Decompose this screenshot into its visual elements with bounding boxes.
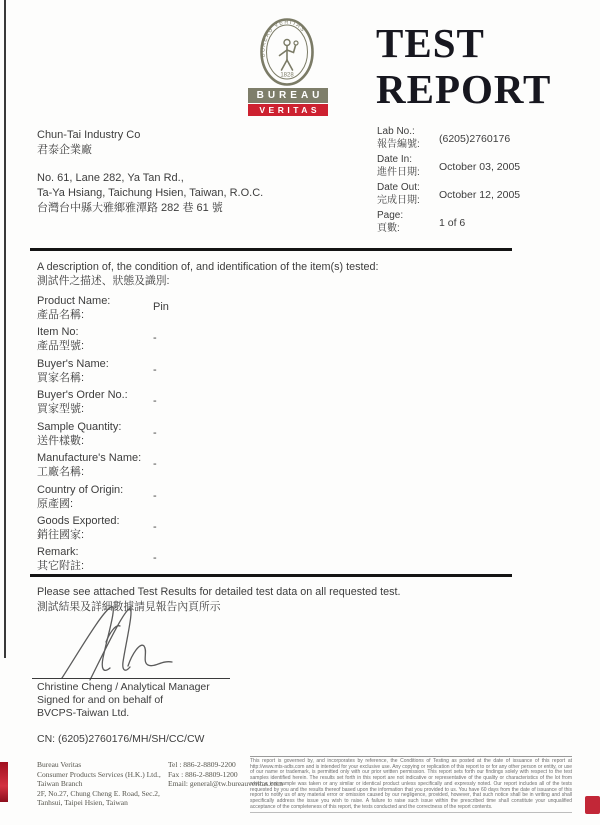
field-row-buyers-order-no [37, 389, 457, 417]
signed-company: BVCPS-Taiwan Ltd. [37, 707, 130, 719]
meta-row-lab-no [377, 126, 582, 154]
seal-icon [259, 17, 315, 87]
meta-value-lab-no: (6205)2760176 [439, 133, 511, 145]
signed-for-line: Signed for and on behalf of [37, 694, 164, 706]
meta-label-en: Lab No.: [377, 126, 415, 137]
meta-label-zh: 進件日期: [377, 166, 420, 178]
footer-email: Email: general@tw.bureauveritas.com [168, 779, 283, 789]
field-value: Pin [153, 301, 169, 313]
signer-name-title: Christine Cheng / Analytical Manager [37, 681, 210, 693]
bureau-veritas-seal-logo [259, 17, 315, 92]
red-scan-artifact-bottom-right [585, 796, 600, 814]
field-value: - [153, 552, 157, 564]
recipient-company-en: Chun-Tai Industry Co [37, 129, 141, 141]
meta-label-zh: 報告編號: [377, 138, 420, 150]
header-divider-rule [30, 248, 512, 251]
field-value: - [153, 458, 157, 470]
field-label-zh: 買家名稱: [37, 371, 85, 384]
description-heading-zh: 測試件之描述、狀態及識別: [37, 275, 170, 287]
field-value: - [153, 490, 157, 502]
field-label-zh: 送件樣數: [37, 434, 85, 447]
meta-value-date-in: October 03, 2005 [439, 161, 521, 173]
field-row-product-name [37, 295, 457, 323]
footer-tel: Tel : 886-2-8809-2200 [168, 760, 236, 769]
field-label-en: Buyer's Name: [37, 358, 109, 370]
field-row-manufactures-name [37, 452, 457, 480]
description-heading-en: A description of, the condition of, and identification of the item(s) tested: [37, 261, 379, 273]
field-row-buyers-name [37, 358, 457, 386]
footer-company-line: 2F, No.27, Chung Cheng E. Road, Sec.2, [37, 788, 160, 798]
field-row-item-no [37, 326, 457, 354]
meta-label-en: Page: [377, 210, 404, 221]
seal-text: BUREAU VERITAS [260, 19, 307, 58]
seal-year: 1828 [280, 72, 294, 79]
field-label-zh: 工廠名稱: [37, 465, 85, 478]
meta-row-date-in [377, 154, 582, 182]
recipient-address-line1: No. 61, Lane 282, Ya Tan Rd., [37, 172, 184, 184]
signature-line [32, 678, 230, 679]
meta-row-date-out [377, 182, 582, 210]
field-row-country-of-origin [37, 484, 457, 512]
meta-row-page [377, 210, 582, 238]
footer-company-address [37, 760, 161, 808]
field-label-zh: 原產國: [37, 497, 74, 510]
field-label-en: Sample Quantity: [37, 421, 122, 433]
recipient-block [37, 128, 263, 216]
body-divider-rule [30, 574, 512, 577]
field-label-en: Buyer's Order No.: [37, 389, 128, 401]
signature-handwriting [50, 602, 230, 682]
field-value: - [153, 395, 157, 407]
field-label-zh: 產品型號: [37, 339, 85, 352]
logo-bureau-box: BUREAU [248, 88, 328, 103]
recipient-company-zh: 君泰企業廠 [37, 144, 92, 156]
field-label-zh: 銷往國家: [37, 528, 85, 541]
logo-veritas-box: VERITAS [248, 104, 328, 116]
meta-label-zh: 完成日期: [377, 194, 420, 206]
field-row-sample-quantity [37, 421, 457, 449]
description-heading [37, 260, 379, 288]
field-row-remark [37, 546, 457, 574]
footer-company-line: Tanhsui, Taipei Hsien, Taiwan [37, 798, 128, 808]
meta-label-zh: 頁數: [377, 222, 400, 234]
footer-legal-disclaimer: This report is governed by, and incorporates by reference, the Conditions of Testing as posted at the date of issuance of this report at http://www.mts-adts.com and is intended for your exclusive use. Any copying or replication of this report to or for any other person or entity, or use of our name or trademark, is permitted only with our prior written permission. This report sets forth our findings solely with respect to the test samples identified herein. The results set forth in this report are not indicative or representative of the quality or characteristics of the lot from which a test sample was taken or any similar or identical product unless specifically and expressly noted. Our report includes all of the tests requested by you and the results thereof based upon the information that you provided to us. You have 60 days from the date of issuance of this report to notify us of any material error or omission caused by our negligence, provided, however, that such notice shall be in writing and shall specifically address the issue you wish to raise. A failure to raise such issue within the prescribed time shall constitute your unqualified acceptance of the completeness of this report, the tests conducted and the correctness of the report contents. [250, 756, 572, 813]
svg-text:BUREAU VERITAS [260, 20, 306, 58]
field-label-zh: 買家型號: [37, 402, 85, 415]
meta-value-page: 1 of 6 [439, 217, 466, 229]
scan-edge-artifact [4, 0, 6, 658]
footer-company-line: Bureau Veritas [37, 760, 82, 769]
cn-reference: CN: (6205)2760176/MH/SH/CC/CW [37, 733, 205, 745]
footer-company-line: Consumer Products Services (H.K.) Ltd., [37, 769, 161, 779]
field-value: - [153, 364, 157, 376]
footer-company-line: Taiwan Branch [37, 779, 83, 789]
field-value: - [153, 427, 157, 439]
report-title [376, 20, 551, 112]
field-value: - [153, 332, 157, 344]
field-label-en: Item No: [37, 326, 79, 338]
footer-fax: Fax : 886-2-8809-1200 [168, 769, 238, 779]
field-label-en: Remark: [37, 546, 79, 558]
field-row-goods-exported [37, 515, 457, 543]
field-label-zh: 其它附註: [37, 559, 85, 572]
report-title-line2: REPORT [376, 66, 552, 112]
meta-label-en: Date Out: [377, 182, 420, 193]
meta-label-en: Date In: [377, 154, 413, 165]
meta-value-date-out: October 12, 2005 [439, 189, 521, 201]
field-label-en: Manufacture's Name: [37, 452, 142, 464]
closing-note-en: Please see attached Test Results for detailed test data on all requested test. [37, 586, 401, 598]
field-label-en: Goods Exported: [37, 515, 120, 527]
field-label-en: Country of Origin: [37, 484, 124, 496]
field-label-en: Product Name: [37, 295, 111, 307]
seal-figure-icon [280, 40, 299, 71]
recipient-address-zh: 台灣台中縣大雅鄉雅潭路 282 巷 61 號 [37, 202, 223, 214]
field-value: - [153, 521, 157, 533]
recipient-address-line2: Ta-Ya Hsiang, Taichung Hsien, Taiwan, R.O.C. [37, 187, 264, 199]
field-label-zh: 產品名稱: [37, 308, 85, 321]
red-scan-artifact-left [0, 762, 8, 802]
report-title-line1: TEST [376, 20, 485, 66]
closing-note-zh: 測試結果及詳細數據請見報告內頁所示 [37, 601, 221, 613]
signer-block [37, 681, 210, 720]
